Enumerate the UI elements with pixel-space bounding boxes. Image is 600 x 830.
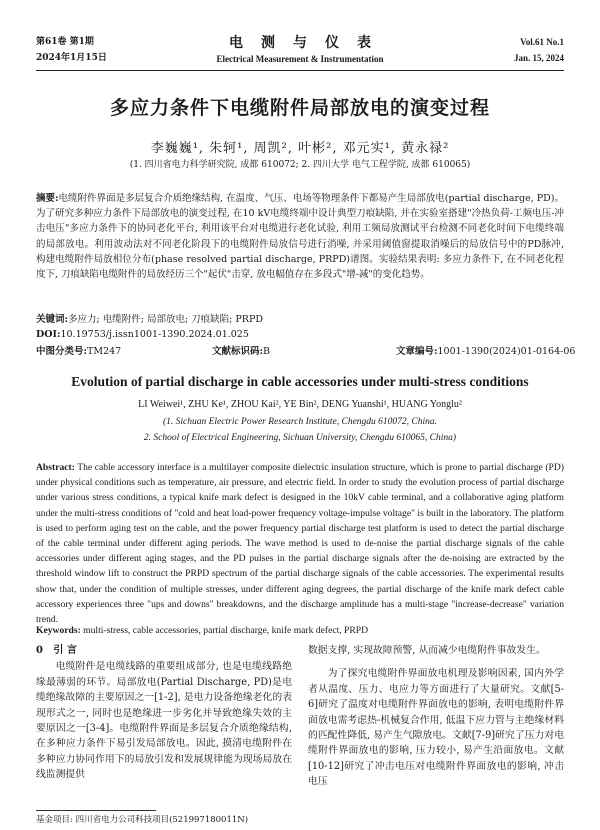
clc-value: TM247 [87, 346, 122, 357]
abstract-cn-text: 电缆附件界面是多层复合介质绝缘结构, 在温度、气压、电场等物理条件下都易产生局部放电(partial discharge, PD)。为了研究多种应力条件下局部放电的演变过程, 在10 kV电缆终端中设计典型刀痕缺陷, 并在实验室搭建"冷热负荷-工频电压-冲击电压"多应力条件下的协同老化平台, 利用该平台对电缆进行老化试验, 利用工频局放测试平台检测不同老化时间下电缆终端的局部放电。利用波动法对不同老化阶段下的电缆附件局放信号进行消噪, 并采用阈值窗提取消噪后的局放信号中的PD脉冲, 构建电缆附件局放相位分布(phase resolved partial discharge, PRPD)谱图。实验结果表明: 多应力条件下, 在不同老化程度下, 刀痕缺陷电缆附件的局放经历三个"起伏"击穿, 放电幅值存在多段式"增-减"的变化趋势。 [36, 193, 564, 281]
journal-title [0, 32, 600, 64]
section-title: 引 言 [53, 645, 77, 656]
keywords-cn [36, 312, 564, 327]
doi-text: 10.19753/j.issn1001-1390.2024.01.025 [60, 329, 249, 340]
clc-number [36, 343, 121, 357]
affiliation-en-2: 2. School of Electrical Engineering, Sichuan University, Chengdu 610065, China) [143, 433, 457, 443]
affiliation-en-1: (1. Sichuan Electric Power Research Institute, Chengdu 610072, China. [162, 417, 438, 427]
keywords-cn-label: 关键词: [36, 314, 69, 325]
abstract-cn-label: 摘要: [36, 193, 59, 204]
issue-info-en [514, 34, 564, 66]
intro-paragraph-1-cont: 数据支撑, 实现故障预警, 从而减少电缆附件事故发生。 [308, 645, 546, 656]
body-column-left [36, 643, 292, 783]
header-divider [36, 70, 564, 71]
document-code [212, 343, 270, 357]
journal-name-en: Electrical Measurement & Instrumentation [216, 54, 384, 64]
abstract-en [36, 460, 564, 627]
doi-label: DOI: [36, 329, 61, 340]
doi [36, 327, 564, 342]
intro-paragraph-2: 为了探究电缆附件界面放电机理及影响因素, 国内外学者从温度、压力、电应力等方面进行了大量研究。文献[5-6]研究了温度对电缆附件界面放电的影响, 表明电缆附件界面放电需考虑热-机械复合作用, 低温下应力管与主绝缘材料的匹配性降低, 易产生气隙放电。文献[7-9]研究了压力对电缆附件界面放电的影响, 压力较小, 易产生沿面放电。文献[10-12]研究了冲击电压对电缆附件界面放电的影响, 冲击电压 [308, 668, 564, 788]
section-heading [36, 643, 292, 658]
volume-issue-en: Vol.61 No.1 [520, 37, 564, 47]
paper-title-en: Evolution of partial discharge in cable accessories under multi-stress conditions [71, 374, 529, 389]
issue-date-en: Jan. 15, 2024 [513, 53, 564, 63]
keywords-en-text: multi-stress, cable accessories, partial discharge, knife mark defect, PRPD [80, 625, 369, 636]
abstract-en-text: The cable accessory interface is a multilayer composite dielectric insulation structure, which is prone to partial discharge (PD) under physical conditions such as temperature, air pressure, and electric field. In order to study the evolution process of partial discharge under various stress conditions, a typical knife mark defect is designed in the 10kV cable terminal, and a collaborative aging platform under the multi-stress conditions of "cold and heat load-power frequency voltage-impulse voltage" is built in the laboratory. The platform is used to perform aging test on the cable, and the power frequency partial discharge test platform is used to detect the partial discharge of the cable terminal under different aging periods. The wave method is used to de-noise the partial discharge signals of the cable accessories under different aging stages, and the PD pulses in the partial discharge signals after the de-noising are extracted by the threshold window lift to construct the PRPD spectrum of the partial discharge signals of the cable accessories. The experimental results show that, under the condition of multiple stresses, under different aging degrees, the partial discharge of the knife mark defect cable accessory experiences three "ups and downs" breakdowns, and the discharge amplitude has a multi-stage "increase-decrease" variation trend. [36, 462, 564, 626]
art-value: 1001-1390(2024)01-0164-06 [437, 346, 576, 357]
issue-date: 2024年1月15日 [36, 53, 107, 63]
section-number: 0 [36, 645, 43, 656]
abstract-en-label: Abstract: [36, 462, 75, 473]
doc-value: B [263, 346, 270, 357]
funding-footnote: 基金项目: 四川省电力公司科技项目(521997180011N) [36, 815, 249, 825]
paper-title-cn: 多应力条件下电缆附件局部放电的演变过程 [109, 97, 490, 119]
volume-issue: 第61卷 第1期 [36, 37, 94, 47]
intro-paragraph-1: 电缆附件是电缆线路的重要组成部分, 也是电缆线路绝缘最薄弱的环节。局部放电(Partial Discharge, PD)是电缆绝缘故障的主要原因之一[1-2], 是电力设备绝缘老化的表现形式之一, 同时也是绝缘进一步劣化并导致绝缘失效的主要原因之一[3-4]。电缆附件界面是多层复合介质绝缘结构, 在多种应力条件下易引发局部放电。因此, 摸清电缆附件在多种应力协同作用下的局放引发和发展规律能为现场局放在线监测提供 [36, 661, 292, 781]
journal-name-cn: 电测与仪表 [229, 35, 389, 51]
clc-label: 中图分类号: [36, 346, 88, 357]
keywords-cn-text: 多应力; 电缆附件; 局部放电; 刀痕缺陷; PRPD [68, 314, 263, 325]
affiliations-cn: (1. 四川省电力科学研究院, 成都 610072; 2. 四川大学 电气工程学院, 成都 610065) [129, 160, 471, 170]
footnote-divider [36, 810, 156, 811]
art-label: 文章编号: [396, 346, 438, 357]
body-column-right [308, 643, 564, 790]
doc-label: 文献标识码: [212, 346, 264, 357]
abstract-cn [36, 191, 564, 282]
keywords-en-label: Keywords: [36, 625, 81, 636]
keywords-en [36, 625, 564, 636]
article-number [396, 343, 575, 357]
authors-en: LI Weiwei¹, ZHU Ke¹, ZHOU Kai², YE Bin², DENG Yuanshi¹, HUANG Yonglu² [138, 399, 462, 410]
authors-cn: 李巍巍¹, 朱轲¹, 周凯², 叶彬², 邓元实¹, 黄永禄² [150, 141, 450, 156]
